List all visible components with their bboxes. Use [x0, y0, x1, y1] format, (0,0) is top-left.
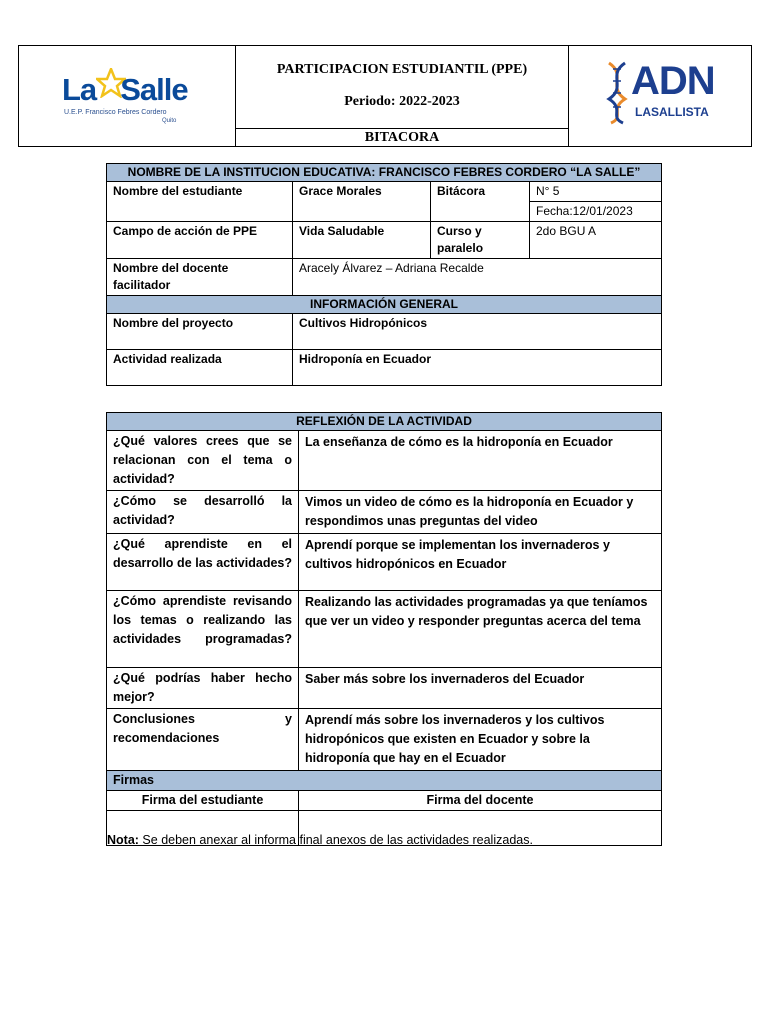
reflection-header: REFLEXIÓN DE LA ACTIVIDAD: [107, 413, 662, 431]
la-salle-logo: [62, 64, 192, 124]
reflection-answer: Aprendí más sobre los invernaderos y los cultivos hidropónicos que existen en Ecuador y sobre la hidroponía que hay en el Ecuador: [299, 709, 662, 771]
document-title: PARTICIPACION ESTUDIANTIL (PPE): [276, 62, 528, 77]
note-text: Se deben anexar al informa final anexos de las actividades realizadas.: [138, 833, 533, 847]
student-info-table: [106, 163, 662, 386]
project-label: Nombre del proyecto: [107, 314, 293, 350]
bitacora-number: N° 5: [530, 182, 662, 202]
teacher-signature-label: Firma del docente: [299, 791, 662, 811]
footer-note: [107, 833, 533, 847]
course-label: Curso y paralelo: [431, 222, 530, 259]
bitacora-date: Fecha:12/01/2023: [530, 202, 662, 222]
adn-lasallista-logo: [605, 59, 715, 129]
student-signature-label: Firma del estudiante: [107, 791, 299, 811]
bitacora-label: Bitácora: [431, 182, 530, 222]
activity-label: Actividad realizada: [107, 350, 293, 386]
title-cell: [236, 46, 569, 129]
teacher-label: Nombre del docente facilitador: [107, 259, 293, 296]
reflection-answer: Realizando las actividades programadas ya que teníamos que ver un video y responder preguntas acerca del tema: [299, 591, 662, 668]
document-subtitle: BITACORA: [236, 129, 569, 147]
note-label: Nota:: [107, 833, 139, 847]
reflection-answer: Vimos un video de cómo es la hidroponía en Ecuador y respondimos unas preguntas del video: [299, 491, 662, 534]
reflection-question: ¿Qué aprendiste en el desarrollo de las actividades?: [107, 534, 299, 591]
reflection-question: ¿Qué valores crees que se relacionan con el tema o actividad?: [107, 431, 299, 491]
reflection-answer: La enseñanza de cómo es la hidroponía en Ecuador: [299, 431, 662, 491]
signatures-header: Firmas: [107, 771, 662, 791]
reflection-question: ¿Cómo se desarrolló la actividad?: [107, 491, 299, 534]
la-salle-wordmark: La Salle: [62, 71, 188, 107]
course-value: 2do BGU A: [530, 222, 662, 259]
teacher-value: Aracely Álvarez – Adriana Recalde: [293, 259, 662, 296]
student-value: Grace Morales: [293, 182, 431, 222]
school-city: Quito: [162, 117, 177, 124]
reflection-answer: Saber más sobre los invernaderos del Ecuador: [299, 668, 662, 709]
reflection-question: ¿Qué podrías haber hecho mejor?: [107, 668, 299, 709]
adn-wordmark: ADN: [631, 58, 715, 103]
project-value: Cultivos Hidropónicos: [293, 314, 662, 350]
general-info-header: INFORMACIÓN GENERAL: [107, 296, 662, 314]
document-header: [18, 45, 752, 147]
field-label: Campo de acción de PPE: [107, 222, 293, 259]
reflection-question: ¿Cómo aprendiste revisando los temas o realizando las actividades programadas?: [107, 591, 299, 668]
student-label: Nombre del estudiante: [107, 182, 293, 222]
activity-value: Hidroponía en Ecuador: [293, 350, 662, 386]
adn-logo-cell: [569, 46, 752, 147]
reflection-table: [106, 412, 662, 846]
document-period: Periodo: 2022-2023: [344, 94, 460, 109]
reflection-answer: Aprendí porque se implementan los invernaderos y cultivos hidropónicos en Ecuador: [299, 534, 662, 591]
institution-header: NOMBRE DE LA INSTITUCION EDUCATIVA: FRANCISCO FEBRES CORDERO “LA SALLE”: [107, 164, 662, 182]
dna-helix-icon: [605, 61, 629, 125]
reflection-question: Conclusiones y recomendaciones: [107, 709, 299, 771]
la-salle-logo-cell: [19, 46, 236, 147]
field-value: Vida Saludable: [293, 222, 431, 259]
lasallista-wordmark: LASALLISTA: [635, 104, 709, 119]
school-name: U.E.P. Francisco Febres Cordero: [64, 108, 167, 116]
